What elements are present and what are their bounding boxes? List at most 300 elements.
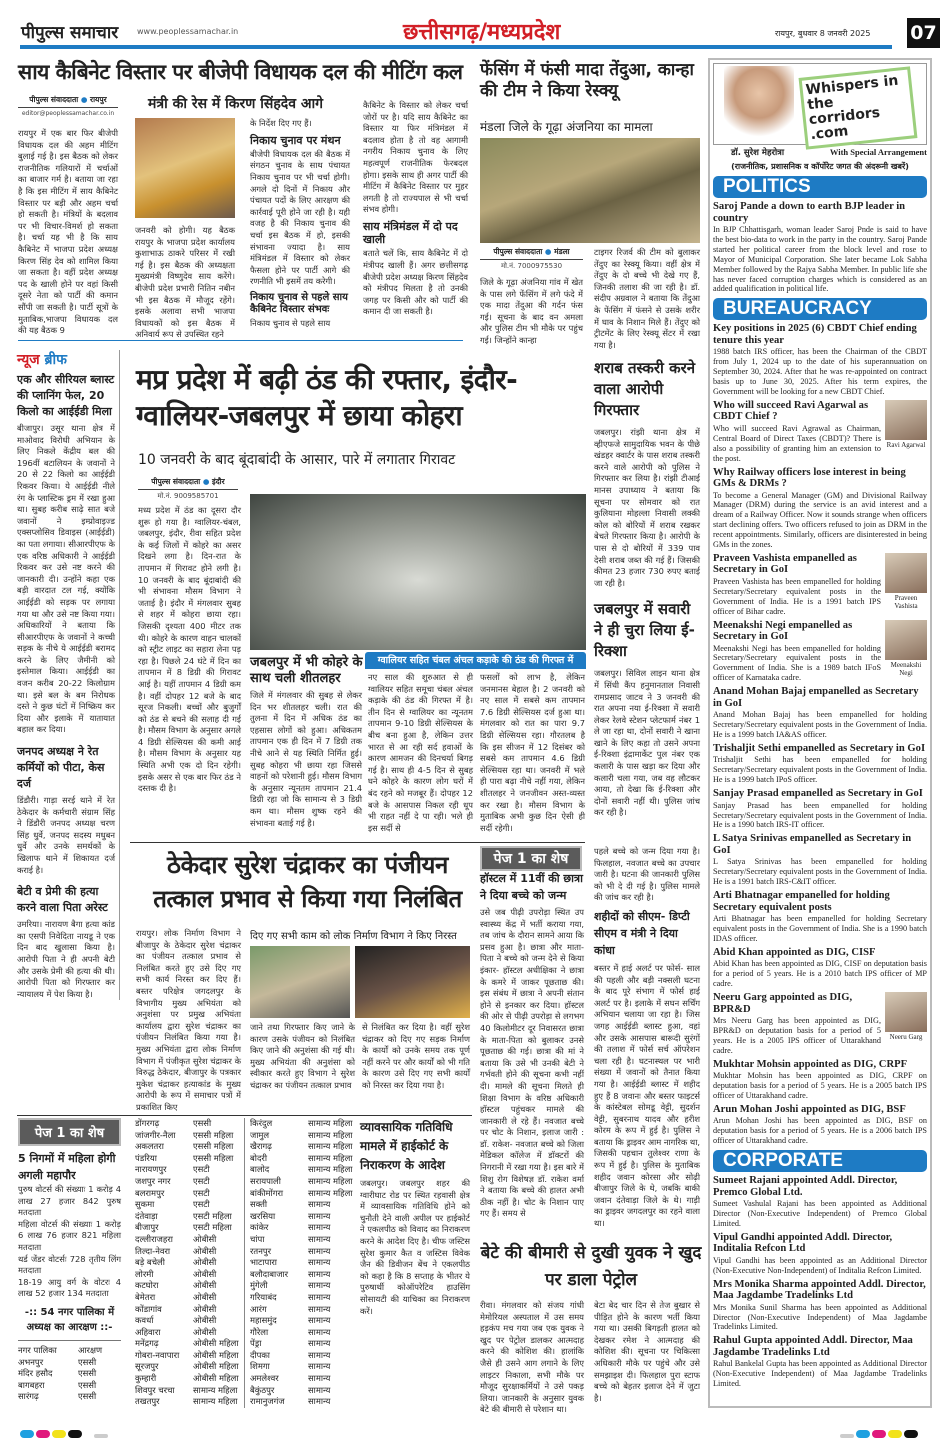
cold-byline-block: पीपुल्स संवाददाता ● इंदौर मो.नं. 9009585701 (138, 477, 238, 501)
brief-text: उमरिया। नारायण बैगा हत्या कांड का एसपी निवेदिता नायडू ने एक दिन बाद खुलासा किया है। आरोपी पिता ने ही अपनी बेटी और उसके प्रेमी की हत्या की थी। आरोपी पिता को गिरफ्तार कर न्यायालय में पेश किया है। (17, 919, 115, 999)
label-part: न्यूज (17, 352, 40, 368)
whisper-item (713, 947, 927, 989)
reservation-category: एसटी (193, 1187, 210, 1198)
table-row (135, 1211, 244, 1223)
voter-stat: 18-19 आयु वर्ग के वोटरः 4 लाख 52 हजार 134 मतदाता (18, 1276, 121, 1299)
table-row (250, 1176, 353, 1188)
sai-sub1-text: बीजेपी विधायक दल की बैठक में संगठन चुनाव के साथ पंचायत निकाय चुनाव पर भी चर्चा होगी। अगले दो दिनों में निकाय और पंचायत पदों के लिए आरक्षण की कार्रवाई पूरी होने जा रही है। यही वजह है की निकाय चुनाव की चर्चा इस बैठक में हो, इसकी संभावना ज्यादा है। साय मंत्रिमंडल में विस्तार को लेकर फैसला होने पर पार्टी आगे की रणनीति भी इसमें तय करेगी। (250, 148, 350, 287)
brief-headline: एक और सीरियल ब्लास्ट की प्लानिंग फेल, 20 किलो का आईईडी मिला (17, 373, 115, 418)
column-header: नगर पालिका (18, 1344, 57, 1355)
table-row (135, 1234, 244, 1246)
sai-sub2: निकाय चुनाव से पहले साय कैबिनेट विस्तार संभवः (250, 291, 348, 315)
photo-caption: Ravi Agarwal (886, 440, 926, 449)
photo-image (885, 400, 927, 440)
table-row (250, 1164, 353, 1176)
table-row (250, 1350, 353, 1362)
sai-col4 (363, 100, 468, 318)
erickshaw-text: जबलपुर। सिविल लाइन थाना क्षेत्र में सिंधी कैंप हनुमानताल निवासी रामप्रसाद जाटव ने 3 जनवरी की रात अपना नया ई-रिक्शा में सवारी लेकर रेलवे स्टेशन प्लेटफार्म नंबर 1 ले जा रहा था, दोनों सवारी ने खाना खाने के लिए कहा तो उसने अपना ई-रिक्शा इंद्रामार्केट पुल नंबर एक कलारी के पास खड़ा कर दिया और कलारी चला गया, जब वह लौटकर आया, तो देखा कि ई-रिक्शा और दोनों सवारी नहीं थी। पुलिस जांच कर रही है। (594, 668, 700, 818)
sai-sub3-text: बताते चलें कि, साय कैबिनेट में दो मंत्रीपद खाली हैं। अगर छत्तीसगढ़ बीजेपी प्रदेश अध्यक्ष किरण सिंहदेव को मंत्रीपद मिलता है तो उनकी जगह पर किसी और को पार्टी की कमान दी जा सकती है। (363, 248, 468, 317)
municipality-name: शिवपुर चरचा (135, 1384, 175, 1395)
byline: पीपुल्स संवाददाता ● रायपुर (18, 95, 118, 108)
petrol-col1: रीवा। मंगलवार को संजय गांधी मेमोरियल अस्पताल में उस समय हड़कंप मच गया जब एक युवक ने खुद पर पेट्रोल डालकर आत्मदाह करने की कोशिश की। हालांकि जैसे ही उसने आग लगाने के लिए लाइटर निकाला, सभी मौके पर मौजूद सुरक्षाकर्मियों ने उसे पकड़ लिया। जानकारी के अनुसार युवक बेटे की बीमारी से परेशान था। (480, 1300, 584, 1415)
reservation-category: एसटी (193, 1175, 210, 1186)
section-header-corporate: CORPORATE (713, 1150, 927, 1172)
reservation-category: एससी महिला (193, 1141, 234, 1152)
municipality-name: तिल्दा-नेवरा (135, 1245, 171, 1256)
news-brief-column (17, 350, 120, 1000)
fog-photo (250, 494, 586, 650)
reservation-category: ओबीसी (193, 1326, 217, 1337)
municipality-name: दीपका (250, 1349, 270, 1360)
reservation-category: ओबीसी (193, 1245, 217, 1256)
municipality-name: कटघोरा (135, 1280, 159, 1291)
table-row (135, 1338, 244, 1350)
person-photo (885, 553, 927, 610)
voter-stat: महिला वोटर्स की संख्याः 1 करोड़ 6 लाख 76 हजार 821 महिला मतदाता (18, 1218, 121, 1252)
municipality-name: कवर्धा (135, 1315, 154, 1326)
reservation-category: सामान्य (308, 1222, 331, 1233)
whisper-text: Sanjay Prasad has been empanelled for holding Secretary/Secretary equivalent posts in the Government of India. He is a 1990 batch IRS-IT officer. (713, 800, 927, 830)
reservation-category: सामान्य महिला (308, 1141, 353, 1152)
voter-stat: थर्ड जेंडर वोटर्सः 728 तृतीय लिंग मतदाता (18, 1253, 121, 1276)
whisper-text: Praveen Vashista has been empanelled for holding Secretary/Secretary equivalent posts in the Government of India. He is a 1991 batch IPS officer of Bihar cadre. (713, 576, 881, 616)
page1-continued-label: पेज 1 का शेष (18, 1118, 121, 1146)
table-row (135, 1246, 244, 1258)
table-header (18, 1345, 121, 1357)
martyr-headline: शहीदों को सीएम- डिप्टी सीएम व मंत्री ने दिया कांधा (594, 909, 690, 957)
municipality-name: बीजापुर (135, 1222, 159, 1233)
voter-stat: पुरुष वोटर्स की संख्याः 1 करोड़ 4 लाख 27 हजार 842 पुरुष मतदाता (18, 1184, 121, 1218)
municipality-name: खैरागढ़ (250, 1141, 272, 1152)
reservation-category: ओबीसी महिला (193, 1373, 239, 1384)
whisper-headline: Sumeet Rajani appointed Addl. Director, Premco Global Ltd. (713, 1175, 898, 1198)
whisper-item (713, 890, 927, 944)
liquor-story (594, 358, 700, 819)
municipality-name: शिमगा (250, 1361, 270, 1372)
reservation-category: एससी (78, 1379, 97, 1390)
byline-mobile: मो.नं. 7000975530 (500, 262, 563, 270)
municipality-name: दल्लीराजहरा (135, 1233, 173, 1244)
section-header-bureaucracy: BUREAUCRACY (713, 298, 927, 320)
byline-mobile: मो.नं. 9009585701 (157, 492, 219, 500)
municipality-name: कांकेर (250, 1222, 269, 1233)
table-row (250, 1257, 353, 1269)
arrangement-note: With Special Arrangement (829, 147, 927, 157)
page1-continued-label: पेज 1 का शेष (480, 846, 582, 871)
highcourt-headline: व्यावसायिक गतिविधि मामले में हाईकोर्ट के निराकरण के आदेश (360, 1120, 453, 1172)
reservation-category: ओबीसी (193, 1291, 217, 1302)
whisper-headline: L Satya Srinivas empanelled as Secretary in GoI (713, 833, 912, 856)
reservation-category: एसटी (193, 1199, 210, 1210)
reservation-category: सामान्य महिला (193, 1384, 238, 1395)
whisper-item (713, 743, 927, 785)
whisper-headline: Neeru Garg appointed as DIG, BPR&D (713, 992, 853, 1015)
byline-place: रायपुर (90, 95, 107, 104)
table-row (250, 1385, 353, 1397)
reservation-category: सामान्य (308, 1396, 331, 1407)
municipality-name: सारंगढ़ (18, 1391, 39, 1402)
sai-sub2-text: निकाय चुनाव से पहले साय (250, 317, 331, 328)
liquor-headline: शराब तस्करी करने वाला आरोपी गिरफ्तार (594, 359, 696, 419)
reservation-category: एससी महिला (193, 1129, 234, 1140)
leopard-subhead: मंडला जिले के गूढ़ा अंजनिया का मामला (480, 120, 653, 134)
gwalior-col2: फसलों को लाभ है, लेकिन जनमानस बेहाल है। 2 जनवरी को नए साल में सबसे कम तापमान 7.6 डिग्री सेल्सियस दर्ज हुआ था। मंगलवार को रात का पारा 9.7 डिग्री सेल्सियस रहा। गौरतलब है कि इस सीजन में 12 दिसंबर को सबसे कम तापमान 4.6 डिग्री सेल्सियस रहा था। जनवरी में भले ही पारा बढ़ा नीचे नहीं गया, लेकिन शीतलहर ने जनजीवन अस्त-व्यस्त कर रखा है। मौसम विभाग के मुताबिक अभी कुछ दिन ऐसी ही सर्दी रहेगी। (480, 672, 585, 833)
municipality-name: बेमेतरा (135, 1291, 156, 1302)
leopard-photo (480, 138, 700, 243)
cold-subhead: 10 जनवरी के बाद बूंदाबांदी के आसार, पारे में लगातार गिरावट (138, 452, 456, 468)
whisper-headline: Mrs Monika Sharma appointed Addl. Director, Maa Jagdambe Tradelinks Ltd (713, 1278, 926, 1302)
byline-place: मंडला (554, 247, 570, 256)
municipality-name: रामानुजगंज (250, 1396, 285, 1407)
table-row (250, 1338, 353, 1350)
table-row (18, 1391, 121, 1403)
whisper-text: Sumeet Vashulal Rajani has been appointed as Additional Director (Non-Executive Independent) of Premco Global Limited. (713, 1199, 927, 1228)
municipality-name: सक्ती (250, 1199, 268, 1210)
reservation-table-c (250, 1118, 353, 1408)
table-row (250, 1373, 353, 1385)
contractor-subhead: दिए गए सभी काम को लोक निर्माण विभाग ने किए निरस्त (250, 931, 457, 942)
jabalpur-subhead: जबलपुर में भी कोहरे के साथ चली शीतलहर (250, 655, 363, 686)
reservation-category: सामान्य (308, 1210, 331, 1221)
reservation-category: सामान्य महिला (308, 1187, 353, 1198)
table-row (135, 1350, 244, 1362)
section-header-politics: POLITICS (713, 176, 927, 198)
sai-sub1: निकाय चुनाव पर मंथन (250, 133, 341, 147)
hostel-story (480, 870, 584, 1277)
municipality-name: नारायणपुर (135, 1164, 167, 1175)
reservation-category: सामान्य महिला (308, 1129, 353, 1140)
newspaper-logo: पीपुल्स समाचार (21, 23, 119, 43)
reservation-category: सामान्य (308, 1280, 331, 1291)
whispers-tagline: (राजनीतिक, प्रशासनिक व कॉर्पोरेट जगत की अंदरूनी खबरें) (731, 162, 909, 171)
whisper-text: In BJP Chhattisgarh, woman leader Saroj Pnde is said to have the best bio-data to work in the party in the country. Saroj Pande started her political career from the block level and rose to Mayor of Municipal Corporation. She later became Lok Sabha Member followed by the Rajya Sabha Member. In public life she has never faced corruption charges which is considered as an added qualification in political life. (713, 225, 927, 294)
author-photo (724, 66, 794, 144)
whisper-item (713, 620, 927, 684)
whisper-text: Vipul Gandhi has been appointed as an Additional Director (Non-Executive Non-Independent) of Inditalia Refcon Limited. (713, 1255, 927, 1275)
municipality-name: सरायपाली (250, 1175, 281, 1186)
municipality-name: बोदरी (250, 1152, 267, 1163)
byline-name: पीपुल्स संवाददाता (29, 95, 79, 104)
brief-text: डिंडौरी। गाड़ा सरई थाने में रेत ठेकेदार के कर्मचारी संग्राम सिंह ने डिंडौरी जनपद अध्यक्ष चरण सिंह धुर्वे, जनपद सदस्य मधुबन धुर्वे और उनके समर्थकों के खिलाफ थाने में शिकायत दर्ज कराई है। (17, 795, 115, 875)
section-rule (18, 340, 463, 341)
whisper-headline: Saroj Pande a down to earth BJP leader in country (713, 201, 906, 224)
whisper-text: Arti Bhatnagar has been empanelled for holding Secretary equivalent posts in the Government of India. She is a 1990 batch IDAS officer. (713, 914, 927, 943)
whisper-text: Anand Mohan Bajaj has been empanelled for holding Secretary/Secretary equivalent posts in the Government of India. He is a 1999 batch IA&AS officer. (713, 710, 927, 739)
municipality-name: पेंड्रा (250, 1338, 262, 1349)
whisper-item (713, 1232, 927, 1276)
whisper-item (713, 686, 927, 740)
section-title: छत्तीसगढ़/मध्यप्रदेश (403, 20, 561, 45)
table-row (135, 1141, 244, 1153)
reservation-category: एसटी (193, 1164, 210, 1175)
jabalpur-text: जिले में मंगलवार की सुबह से लेकर दिन भर शीतलहर चली। रात की तुलना में दिन में अधिक ठंड का एहसास लोगों को हुआ। अधिकतम तापमान एक ही दिन में 7 डिग्री तक नीचे आने से यह स्थिति निर्मित हुई। सुबह कोहरा भी छाया रहा जिससे वाहनों को परेशानी हुई। मौसम विभाग के अनुसार न्यूनतम तापमान 21.4 डिग्री रहा जो कि सामान्य से 3 डिग्री कम था। मौसम शुष्क रहने की संभावना बताई गई है। (250, 690, 362, 828)
leopard-byline-block: पीपुल्स संवाददाता ● मंडला मो.नं. 7000975530 (480, 247, 583, 271)
table-row (135, 1373, 244, 1385)
reservation-category: सामान्य महिला (308, 1175, 353, 1186)
municipality-name: अहिवारा (135, 1326, 161, 1337)
table-row (135, 1361, 244, 1373)
reservation-category: सामान्य (308, 1268, 331, 1279)
author-name: डॉ. सुरेश मेहरोत्रा (731, 148, 785, 158)
whisper-text: L Satya Srinivas has been empanelled for holding Secretary/Secretary equivalent posts in the Government of India. He is a 1991 batch IRS-C&IT officer. (713, 857, 927, 887)
municipality-name: बलरामपुर (135, 1187, 165, 1198)
table-row (135, 1292, 244, 1304)
municipality-name: कोंडागांव (135, 1303, 162, 1314)
table-row (250, 1153, 353, 1165)
table-row (135, 1164, 244, 1176)
table-row (135, 1280, 244, 1292)
whisper-text: Rahul Bankelal Gupta has been appointed as Additional Director (Non-Executive Independent) of Maa Jagdambe Tradelinks Limited. (713, 1359, 927, 1389)
table-row (250, 1269, 353, 1281)
whisper-headline: Why Railway officers lose interest in being GMs & DRMs ? (713, 466, 906, 489)
contractor-photo-left (250, 946, 350, 1018)
municipality-name: खरसिया (250, 1210, 276, 1221)
municipality-name: बालोद (250, 1164, 270, 1175)
reservation-category: सामान्य महिला (308, 1118, 353, 1128)
whisper-headline: Sanjay Prasad empanelled as Secretary in GoI (713, 788, 923, 800)
petrol-headline: बेटे की बीमारी से दुखी युवक ने खुद पर डाला पेट्रोल (480, 1243, 702, 1290)
cold-headline: मप्र प्रदेश में बढ़ी ठंड की रफ्तार, इंदौर-ग्वालियर-जबलपुर में छाया कोहरा (136, 363, 518, 432)
whispers-credits (713, 147, 927, 158)
reservation-category: ओबीसी (193, 1315, 217, 1326)
whisper-item (713, 833, 927, 887)
whisper-item (713, 1335, 927, 1389)
sai-headline: साय कैबिनेट विस्तार पर बीजेपी विधायक दल की मीटिंग कल (18, 60, 463, 84)
reservation-category: सामान्य (308, 1349, 331, 1360)
whisper-item (713, 1175, 927, 1229)
reservation-category: सामान्य (308, 1361, 331, 1372)
whisper-headline: Anand Mohan Bajaj empanelled as Secretary in GoI (713, 686, 919, 709)
leopard-col2: टाइगर रिजर्व की टीम को बुलाकर तेंदुए का रेस्क्यू किया। वहीं क्षेत्र में तेंदुए के दो बच्चे भी देखे गए हैं, जिनकी तलाश की जा रही है। डॉ. संदीप अग्रवाल ने बताया कि तेंदुआ के फेंसिंग में फंसने से उसके शरीर में घाव के निशान मिले हैं। तेंदुए को ट्रीटमेंट के लिए रेस्क्यू सेंटर में रखा गया है। (594, 247, 700, 350)
dateline: रायपुर, बुधवार 8 जनवरी 2025 (775, 29, 871, 38)
table-row (135, 1130, 244, 1142)
whisper-item (713, 992, 927, 1056)
reservation-category: एससी महिला (193, 1152, 234, 1163)
reservation-category: सामान्य (308, 1291, 331, 1302)
reservation-category: सामान्य महिला (193, 1396, 238, 1407)
mayor-headline: 5 निगमों में महिला होगी अगली महापौर (18, 1152, 116, 1182)
whisper-text: Mukhtar Mohsin has been appointed as DIG, CRPF on deputation basis for a period of 5 years. He is a 2005 batch IPS officer of Uttarakhand cadre. (713, 1071, 927, 1100)
liquor-text: जबलपुर। रांझी थाना क्षेत्र में व्हीएफजे सामुदायिक भवन के पीछे खंडहर क्वार्टर के पास शराब तस्करी करने वाले आरोपी को पुलिस ने गिरफ्तार कर लिया है। रांझी टीआई मानस उपाध्याय ने बताया कि सूचना पर सोमवार को रात कुलियाना मोहल्ला निवासी लक्की कोल को बोरियों में शराब रखकर बेचते गिरफ्तार किया है। आरोपी के पास से दो बोरियों में 339 पाव देसी शराब जब्त की गई हैं। जिसकी कीमत 23 हजार 730 रुपए बताई जा रही है। (594, 427, 700, 588)
news-brief-label (17, 350, 115, 369)
petrol-col2: बेटा बेद चार दिन से तेज बुखार से पीड़ित होने के कारण भर्ती किया गया था। उसकी बिगड़ती हालत को देखकर रमेश ने आत्मदाह की कोशिश की। सूचना पर चिकित्सा अधिकारी मौके पर पहुंचे और उसे समझाइश दी। फिलहाल पुरा स्टाफ बच्चे को बेहतर इलाज देने में जुटा है। (594, 1300, 700, 1403)
contractor-photo-right (355, 946, 470, 1018)
sai-sub3: साय मंत्रिमंडल में दो पद खाली (363, 219, 458, 247)
reservation-table-b (133, 1118, 245, 1408)
whisper-text: 1988 batch IRS officer, has been the Chairman of the CBDT from July 1, 2024 up to the date of his superannuation on September 30, 2024. After that he was re-appointed on contract basis up to June 30, 2025. After his term expires, the Government will be looking for a new CBDT Chief. (713, 347, 927, 396)
contractor-headline: ठेकेदार सुरेश चंद्राकर का पंजीयन तत्काल प्रभाव से किया गया निलंबित (153, 851, 462, 913)
reservation-category: सामान्य (308, 1315, 331, 1326)
whisper-item (713, 467, 927, 550)
municipality-name: सुकमा (135, 1199, 155, 1210)
reservation-category: एससी (193, 1118, 212, 1128)
table-row (250, 1304, 353, 1316)
whisper-text: Mrs Monika Sunil Sharma has been appointed as Additional Director (Non-Executive Independent) of Maa Jagdambe Tradelinks Limited. (713, 1302, 927, 1332)
reservation-category: सामान्य महिला (308, 1152, 353, 1163)
reservation-category: ओबीसी (193, 1268, 217, 1279)
cold-col1: मध्य प्रदेश में ठंड का दूसरा दौर शुरू हो गया है। ग्वालियर-चंबल, जबलपुर, इंदौर, रीवा सहित प्रदेश के कई जिलों में कोहरे का असर दिखने लगा है। दिन-रात के तापमान में गिरावट होने लगी है। 10 जनवरी के बाद बूंदाबांदी की भी संभावना मौसम विभाग ने जताई है। इंदौर में मंगलवार सुबह से शहर में कोहरा छाया रहा। जिसकी दृश्यता 400 मीटर तक थी। कोहरे के कारण वाहन चालकों को स्ट्रीट लाइट का सहारा लेना पड़ रहा है। पिछले 24 घंटे में दिन का तापमान में 8 डिग्री की गिरावट आई है। यहीं तापमान 4 डिग्री कम है। वहीं दोपहर 12 बजे के बाद सूरज निकली। बच्चों और बुजुर्गों को ठंड से बचने की सलाह दी गई है। मौसम विभाग के अनुसार अगले 4 डिग्री सेल्सियस की कमी आई है। मौसम विभाग के अनुसार यह स्थिति अभी एक दो दिन रहेगी। इसके असर से एक बार फिर ठंड ने दस्तक दी है। (138, 505, 241, 794)
whisper-text: Trishaljit Sethi has been empanelled for holding Secretary/Secretary equivalent posts in the Government of India. He is a 1999 batch IPoS officer. (713, 755, 927, 785)
whisper-item (713, 323, 927, 397)
sai-col3 (250, 118, 350, 330)
sai-byline-block (18, 95, 118, 117)
municipality-name: तखतपुर (135, 1396, 160, 1407)
municipality-name: जांजगीर-नैला (135, 1129, 176, 1140)
table-row (18, 1368, 121, 1380)
photo-image (885, 620, 927, 660)
website-link[interactable]: www.peoplessamachar.in (137, 27, 239, 36)
reservation-category: सामान्य (308, 1373, 331, 1384)
reservation-category: सामान्य (308, 1257, 331, 1268)
table-row (135, 1118, 244, 1130)
label-part: ब्रीफ (44, 352, 67, 368)
whisper-text: Who will succeed Ravi Agrawal as Chairman, Central Board of Direct Taxes (CBDT)? There is also a possibility of granting him an extension to the post. (713, 423, 881, 463)
whispers-column (708, 58, 932, 1408)
gwalior-col1: नए साल की शुरुआत से ही ग्वालियर सहित समूचा चंबल अंचल कड़ाके की ठंड की गिरफ्त में है। तीन दिन से ग्वालियर का न्यूनतम तापमान 9-10 डिग्री सेल्सियस के बीच बना हुआ है, लेकिन उत्तर भारत से आ रही सर्द हवाओं के कारण आमजन की दिनचर्या बिगड़ गई है। साथ ही 4-5 दिन से सुबह घने कोहरे के कारण लोग घरों में बंद रहने को मजबूर हैं। दोपहर 12 बजे के आसपास निकल रही धूप भी राहत नहीं दे पा रही। भले ही इस सर्दी से (368, 672, 473, 833)
whisper-item (713, 553, 927, 617)
municipality-name: चांपा (250, 1233, 265, 1244)
municipality-name: सूरजपुर (135, 1361, 159, 1372)
highcourt-story (360, 1118, 470, 1398)
reservation-category: सामान्य (308, 1338, 331, 1349)
contractor-col2: जाने तथा गिरफ्तार किए जाने के कारण उसके पंजीयन को निलंबित किए जाने की अनुशंसा की गई थी। मुख्य अभियंता की अनुशंसा को स्वीकार करते हुए विभाग ने सुरेश चंद्राकर का पंजीयन तत्काल प्रभाव (250, 1022, 355, 1090)
table-row (250, 1246, 353, 1258)
table-row (135, 1315, 244, 1327)
contractor-col3: से निलंबित कर दिया है। वहीं सुरेश चंद्राकर को दिए गए सड़क निर्माण के कार्यों को उनके समय तक पूर्ण नहीं करने पर और कार्यों को भी गति के कारण उसे दिए गए सभी कार्यों को निरस्त कर दिया गया है। (362, 1022, 470, 1090)
municipality-name: गौरेला (250, 1326, 269, 1337)
reservation-category: ओबीसी (193, 1233, 217, 1244)
municipality-name: भाटापारा (250, 1257, 277, 1268)
sai-subhead: मंत्री की रेस में किरण सिंहदेव आगे (148, 96, 324, 112)
municipality-name: गरियाबंद (250, 1291, 277, 1302)
reservation-category: सामान्य (308, 1245, 331, 1256)
table-row (250, 1199, 353, 1211)
hostel-text: उसे जब पीढ़ी उपरोड़ा स्थित उप स्वास्थ्य केंद्र में भर्ती कराया गया, तब जांच के दौरान सामने आया कि प्रसव हुआ है। छात्रा और माता-पिता ने बच्चे को जन्म देने से किया इंकार- हॉस्टल अधीक्षिका ने छात्रा के कमरे में जाकर पूछताछ की। इस संबंध में छात्रा ने अपनी संतान होने से इनकार कर दिया। हॉस्टल की ओर से पीढ़ी उपरोड़ा से लगभग 40 किलोमीटर दूर निवासरत छात्रा के माता-पिता को बुलाकर उनसे पूछताछ की गई। छात्रा की मां ने बताया कि उसे भी उनकी बेटी ने गर्भवती होने की सूचना कभी नहीं दी। मामले की सूचना मिलते ही शिक्षा विभाग के वरिष्ठ अधिकारी हॉस्टल पहुंचकर मामले की जानकारी ले रहे हैं। नवजात बच्चे पर चोट के निशान, इलाज जारी : डॉ. राकेश- नवजात बच्चे को जिला मेडिकल कॉलेज में डॉक्टरों की निगरानी में रखा गया है। इस बारे में शिशु रोग विशेषज्ञ डॉ. राकेश वर्मा ने बताया कि बच्चे की हालत अभी ठीक नहीं है। चोट के निशान पाए गए हैं। समय से (480, 907, 584, 1219)
whisper-headline: Vipul Gandhi appointed Addl. Director, Inditalia Refcon Ltd (713, 1231, 893, 1255)
photo-caption: Praveen Vashista (894, 593, 918, 610)
sai-col2: जनवरी को होगी। यह बैठक रायपुर के भाजपा प्रदेश कार्यालय कुशाभाऊ ठाकरे परिसर में रखी गई है। इस बैठक की अध्यक्षता मुख्यमंत्री विष्णुदेव साय करेंगे। बीजेपी प्रदेश प्रभारी नितिन नबीन भी इस बैठक में मौजूद रहेंगे। इसके अलावा सभी भाजपा विधायकों को इस बैठक में अनिवार्य रूप से उपस्थित रहने (135, 225, 235, 340)
photo-caption: Meenakshi Negi (890, 660, 922, 677)
whisper-text: To become a General Manager (GM) and Divisional Railway Manager (DRM) during the service is an avid interest and a dream of a Railway Officer. Now it sounds strange when officers start declining offers. Two officers refused to join as DRM in the recent appointments. Similarly, officers are disinterested in being GMs in the zones. (713, 490, 927, 550)
reservation-category: ओबीसी (193, 1280, 217, 1291)
column-header: आरक्षण (78, 1344, 103, 1355)
reservation-category: ओबीसी महिला (193, 1361, 239, 1372)
martyr-text: बस्तर में हाई अलर्ट पर फोर्स- साल की पहली और बड़ी नक्सली घटना के बाद पूरे संभाग में फोर्स हाई अलर्ट पर है। इलाके में सघन सर्चिंग अभियान चलाया जा रहा है। जिस जगह आईईडी ब्लास्ट हुआ, वहां और उसके आसपास बारूदी सुरंगों की तलाश में फोर्स सर्च ऑपरेशन चला रही है। घटनास्थल पर भारी संख्या में जवानों को तैनात किया गया है। आईईडी ब्लास्ट में शहीद हुए हैं 8 जवानः और बस्तर फाइटर्स के कांस्टेबल सोमडू वेट्टी, सुदर्शन वेट्टी, सुबरनाथ यादव और हरीश कोरम के रूप में हुई है। पुलिस ने बताया कि ड्राइवर आम नागरिक था, जिसकी पहचान तुलेश्वर राणा के रूप में हुई है। पुलिस के मुताबिक शहीद जवान कोरसा और सोढ़ी बीजापुर जिले के थे, जबकि बाकी जवान दंतेवाड़ा जिले के थे। गाड़ी का ड्राइवर जगदलपुर का रहने वाला था। (594, 962, 700, 1229)
color-registration-marks (20, 1423, 110, 1442)
table-row (250, 1315, 353, 1327)
table-row (135, 1176, 244, 1188)
martyr-story (594, 846, 700, 1233)
whispers-logo: Whispers in the corridors .com (799, 66, 918, 149)
municipality-name: जशपुर नगर (135, 1175, 171, 1186)
table-row (250, 1396, 353, 1408)
whisper-headline: Abid Khan appointed as DIG, CISF (713, 946, 876, 958)
whisper-headline: Key positions in 2025 (6) CBDT Chief ending tenure this year (713, 323, 917, 346)
photo-image (885, 992, 927, 1032)
reservation-category: सामान्य (308, 1326, 331, 1337)
brief-headline: जनपद अध्यक्ष ने रेत कर्मियों को पीटा, केस दर्ज (17, 745, 105, 791)
municipality-name: मुंगेली (250, 1280, 268, 1291)
sai-col4-text: कैबिनेट के विस्तार को लेकर चर्चा जोरों पर है। यदि साय कैबिनेट का विस्तार या फिर मंत्रिमंडल में बदलाव होता है तो वह आगामी नगरीय निकाय चुनाव के लिए महत्वपूर्ण राजनीतिक फेरबदल होगा। इसके साथ ही अगर पार्टी की मीटिंग में कैबिनेट विस्तार पर मुहर लगती है तो राज्यपाल से भी चर्चा संभव होगी। (363, 100, 468, 215)
table-row (135, 1153, 244, 1165)
municipality-name: बागबहरा (18, 1379, 45, 1390)
divider (18, 1340, 121, 1341)
municipality-name: लोरमी (135, 1268, 154, 1279)
photo-caption: Neeru Garg (889, 1033, 923, 1041)
contractor-col1: रायपुर। लोक निर्माण विभाग ने बीजापुर के ठेकेदार सुरेश चंद्राकर का पंजीयन तत्काल प्रभाव से निलंबित करते हुए उसे दिए गए सभी कार्य निरस्त कर दिए हैं। बस्तर परिक्षेत्र जगदलपुर के विभागीय मुख्य अभियंता को अनुशंसा पर प्रमुख अभियंता कार्यालय द्वारा सुरेश चंद्राकर का पंजीयन निलंबित किया गया है। मुख्य अभियंता द्वारा लोक निर्माण विभाग में पंजीकृत सुरेश चंद्राकर के विरुद्ध ठेकेदार, बीजापुर के पत्रकार मुकेश चंद्राकर हत्याकांड के मुख्य आरोपी के रूप में समाचार पत्रों में प्रकाशित किए (136, 928, 241, 1112)
municipality-name: किरंदुल (250, 1118, 273, 1128)
municipality-name: मंदिर हसौद (18, 1368, 53, 1379)
hostel-cont: पहले बच्चे को जन्म दिया गया है। फिलहाल, नवजात बच्चे का उपचार जारी है। घटना की जानकारी पुलिस को भी दे दी गई है। पुलिस मामले की जांच कर रही है। (594, 846, 700, 903)
table-row (135, 1188, 244, 1200)
whisper-headline: Who will succeed Ravi Agarwal as CBDT Chief ? (713, 399, 869, 423)
municipality-name: अभनपुर (18, 1356, 44, 1367)
section-rule (17, 1115, 472, 1116)
reservation-category: एससी (78, 1356, 97, 1367)
color-registration-marks (840, 1423, 920, 1442)
whisper-headline: Trishaljit Sethi empanelled as Secretary in GoI (713, 742, 926, 754)
whisper-headline: Arti Bhatnagar empanelled for holding Secretary equivalent posts (713, 890, 890, 913)
leopard-col1: जिले के गूढ़ा अंजनिया गांव में खेत के पास लगे फेंसिंग में लगे फंदे में एक मादा तेंदुआ की गर्दन फंस गई। सूचना के बाद वन अमला और पुलिस टीम भी मौके पर पहुंच गई। जिन्होंने कान्हा (480, 277, 583, 345)
page-number: 07 (907, 18, 940, 48)
whisper-item (713, 400, 927, 464)
municipality-name: जामुल (250, 1129, 270, 1140)
whisper-headline: Praveen Vashista empanelled as Secretary in GoI (713, 552, 857, 576)
byline-name: पीपुल्स संवाददाता (151, 477, 201, 486)
person-photo (885, 400, 927, 449)
whisper-item (713, 788, 927, 830)
table-row (250, 1130, 353, 1142)
leopard-headline: फेंसिंग में फंसी मादा तेंदुआ, कान्हा की टीम ने किया रेस्क्यू (480, 60, 694, 101)
whisper-headline: Rahul Gupta appointed Addl. Director, Maa Jagdambe Tradelinks Ltd (713, 1335, 913, 1358)
whisper-item (713, 1104, 927, 1146)
municipality-name: मनेंद्रगढ़ (135, 1338, 159, 1349)
reservation-category: ओबीसी (193, 1303, 217, 1314)
table-row (135, 1269, 244, 1281)
brief-headline: बेटी व प्रेमी की हत्या करने वाला पिता अरेस्ट (17, 885, 108, 915)
municipality-name: आरंग (250, 1303, 267, 1314)
municipality-name: महासमुंद (250, 1315, 277, 1326)
municipality-name: बांकीमोंगरा (250, 1187, 284, 1198)
reservation-category: ओबीसी (193, 1257, 217, 1268)
gwalior-banner: ग्वालियर सहित चंबल अंचल कड़ाके की ठंड की गिरफ्त में (365, 652, 586, 669)
whisper-headline: Arun Mohan Joshi appointed as DIG, BSF (713, 1103, 906, 1115)
table-row (250, 1211, 353, 1223)
editor-email[interactable]: editor@peoplessamachar.co.in (21, 110, 115, 117)
reservation-category: ओबीसी महिला (193, 1338, 239, 1349)
mayor-box (18, 1118, 121, 1403)
reservation-category: सामान्य (308, 1233, 331, 1244)
municipality-name: कुम्हारी (135, 1373, 157, 1384)
table-row (250, 1292, 353, 1304)
reservation-category: एसटी महिला (193, 1222, 232, 1233)
table-row (135, 1327, 244, 1339)
municipality-name: बड़े बचेली (135, 1257, 165, 1268)
reservation-category: एससी (78, 1391, 97, 1402)
table-row (18, 1357, 121, 1369)
hostel-headline: हॉस्टल में 11वीं की छात्रा ने दिया बच्चे को जन्म (480, 872, 583, 902)
reservation-category: सामान्य महिला (308, 1164, 353, 1175)
whisper-text: Mrs Neeru Garg has been appointed as DIG, BPR&D on deputation basis for a period of 5 years. He is a 2005 IPS officer of Uttarakhand cadre. (713, 1016, 881, 1055)
municipality-name: गोबरा-नवापारा (135, 1349, 180, 1360)
person-photo (885, 620, 927, 677)
whisper-item (713, 1279, 927, 1333)
municipality-name: डोंगरगढ़ (135, 1118, 160, 1128)
byline-place: इंदौर (212, 477, 225, 486)
table-row (250, 1327, 353, 1339)
sai-col1: रायपुर में एक बार फिर बीजेपी विधायक दल की अहम मीटिंग बुलाई गई है। इस बैठक को लेकर राजनीतिक गलियारों में चर्चाओं का बाजार गर्म है। बताया जा रहा है कि इस मीटिंग में साय कैबिनेट विस्तार पर बड़ी और अहम चर्चा हो सकती है। मंत्रियों के बदलाव पर भी विचार-विमर्श हो सकता है। चर्चा यह भी है कि साय कैबिनेट में भाजपा प्रदेश अध्यक्ष किरण सिंह देव को शामिल किया जा सकता है। वहीं प्रदेश अध्यक्ष पद के खाली होने पर वहां किसी दूसरे नेता को पार्टी की कमान सौंपी जा सकती है। पार्टी सूत्रों के मुताबिक,भाजपा विधायक दल की यह बैठक 9 (18, 128, 118, 336)
municipality-name: दंतेवाड़ा (135, 1210, 158, 1221)
